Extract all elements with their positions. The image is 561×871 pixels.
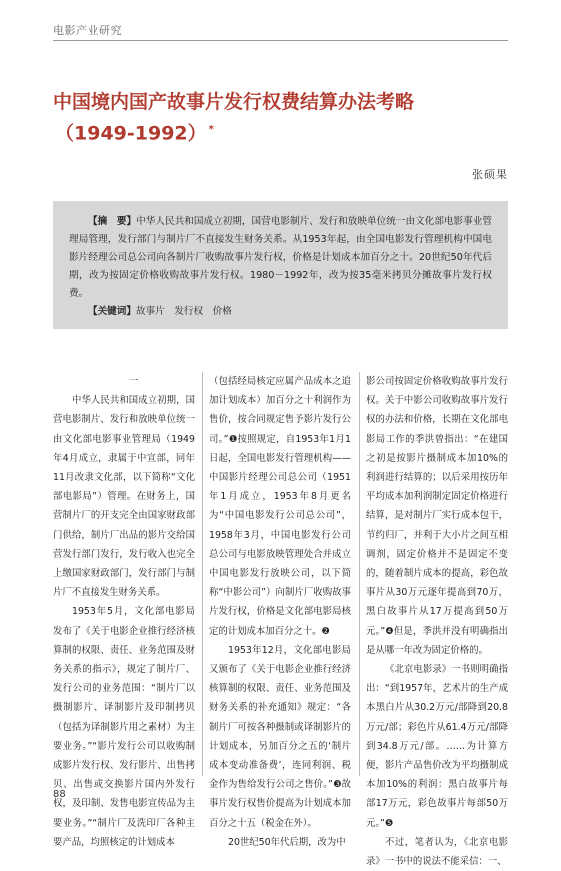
body-column-2 bbox=[209, 372, 352, 848]
page-number: 88 bbox=[53, 789, 66, 800]
footnote-ref: ❷ bbox=[321, 625, 330, 637]
article-title-line2 bbox=[53, 116, 513, 147]
column-divider bbox=[202, 372, 203, 776]
body-paragraph bbox=[209, 372, 351, 641]
running-title: 电影产业研究 bbox=[53, 24, 122, 37]
body-paragraph: 中华人民共和国成立初期，国营电影制片、发行和放映单位统一由文化部电影事业管理局（1949年4月成立，隶属于中宣部，同年11月改隶文化部，以下简称“文化部电影局”）管理。在财务上，国营制片厂的开支完全由国家财政部门供给，制片厂出品的影片交给国营发行部门发行，发行收入也完全上缴国家财政部门，发行部门与制片厂不直接发生财务关系。 bbox=[53, 395, 195, 599]
footnote-ref: ❶ bbox=[228, 433, 238, 445]
abstract-label: 【摘 要】 bbox=[88, 216, 137, 227]
body-text: 故事片发行权售价提高为计划成本加百分之十五（税金在外）。 bbox=[209, 779, 352, 829]
section-number: 一 bbox=[128, 376, 139, 387]
abstract-box bbox=[53, 201, 508, 329]
body-text: 影公司按固定价格收购故事片发行权。关于中影公司收购故事片发行权的办法和价格，长期在文化部电影局工作的季洪曾指出：“在建国之初是按影片摄制成本加10%的利润进行结算的；以后采用按历年平均成本加利润制定固定价格进行结算，是对制片厂实行成本包干，节约归厂，并利于大小片之间互相调剂，固定价格并不是固定不变的，随着制片成本的提高，彩色故事片从30万元逐年提高到70万，黑白故事片从17万提高到50万元。” bbox=[366, 376, 508, 637]
body-paragraph bbox=[209, 641, 351, 833]
body-paragraph: 不过，笔者认为，《北京电影录》一书中的说法不能采信：一、 bbox=[366, 836, 508, 868]
body-paragraph: 20世纪50年代后期，改为中 bbox=[228, 836, 346, 848]
body-text: 但是，季洪并没有明确指出是从哪一年改为固定价格的。 bbox=[366, 625, 508, 656]
footnote-ref: ❹ bbox=[385, 625, 394, 637]
footnote-ref: ❸ bbox=[332, 779, 342, 791]
column-divider bbox=[359, 372, 360, 776]
header-rule bbox=[53, 40, 508, 41]
body-text: 1953年12月，文化部电影局又颁布了《关于电影企业推行经济核算制的权限、责任、业务范围及财务关系的补充通知》规定：“各制片厂可按各种摄制或译制影片的计划成本，另加百分之五的‘制片成本变动准备费’，连同利润、税金作为售给发行公司之售价。” bbox=[209, 644, 351, 791]
keywords-paragraph bbox=[69, 303, 492, 321]
title-footnote-mark: * bbox=[208, 124, 214, 135]
body-paragraph bbox=[366, 660, 508, 833]
body-text: （包括经局核定应属产品成本之追加计划成本）加百分之十利润作为售价，按合同规定售予影片发行公司。” bbox=[209, 376, 351, 445]
author-name: 张硕果 bbox=[472, 168, 508, 181]
article-title-line1: 中国境内国产故事片发行权费结算办法考略 bbox=[53, 91, 415, 113]
keywords-label: 【关键词】 bbox=[88, 306, 136, 317]
footnote-ref: ❺ bbox=[384, 817, 394, 829]
body-paragraph: 1953年5月，文化部电影局发布了《关于电影企业推行经济核算制的权限、责任、业务范围及财务关系的指示》，规定了制片厂、发行公司的业务范围：“制片厂以摄制影片、译制影片及印制拷贝（包括为译制影片用之素材）为主要业务。”“影片发行公司以收购制成影片发行权、发行影片、出售拷贝、出售或交换影片国内外发行权，及印制、发售电影宣传品为主要业务。”“制片厂及洗印厂各种主要产品，均照核定的计划成本 bbox=[53, 606, 195, 848]
abstract-paragraph bbox=[69, 213, 492, 303]
article-title-years: （1949-1992） bbox=[55, 122, 207, 145]
body-text: 按照规定，自1953年1月1日起，全国电影发行管理机构——中国影片经理公司总公司（1951年1月成立，1953年8月更名为“中国电影发行公司总公司”，1958年3月，中国电影发行公司总公司与电影放映管理处合并成立中国电影发行放映公司，以下简称“中影公司”）向制片厂收购故事片发行权，价格是文化部电影局核定的计划成本加百分之十。 bbox=[209, 433, 351, 637]
body-paragraph bbox=[366, 372, 508, 660]
abstract-text: 中华人民共和国成立初期，国营电影制片、发行和放映单位统一由文化部电影事业管理局管理，发行部门与制片厂不直接发生财务关系。从1953年起，由全国电影发行管理机构中国电影片经理公司总公司向各制片厂收购故事片发行权，价格是计划成本加百分之十。20世纪50年代后期，改为按固定价格收购故事片发行权。1980－1992年，改为按35毫米拷贝分摊故事片发行权费。 bbox=[69, 216, 493, 299]
keywords-text: 故事片 发行权 价格 bbox=[135, 306, 232, 317]
body-column-3 bbox=[366, 372, 508, 868]
article-title bbox=[53, 89, 513, 147]
body-text: 《北京电影录》一书则明确指出：“到1957年，艺术片的生产成本黑白片从30.2万元/部降到20.8万元/部；彩色片从61.4万元/部降到34.8万元/部。……为计算方便，影片产品售价改为平均摄制成本加10%的利润：黑白故事片每部17万元，彩色故事片每部50万元。” bbox=[366, 664, 508, 829]
